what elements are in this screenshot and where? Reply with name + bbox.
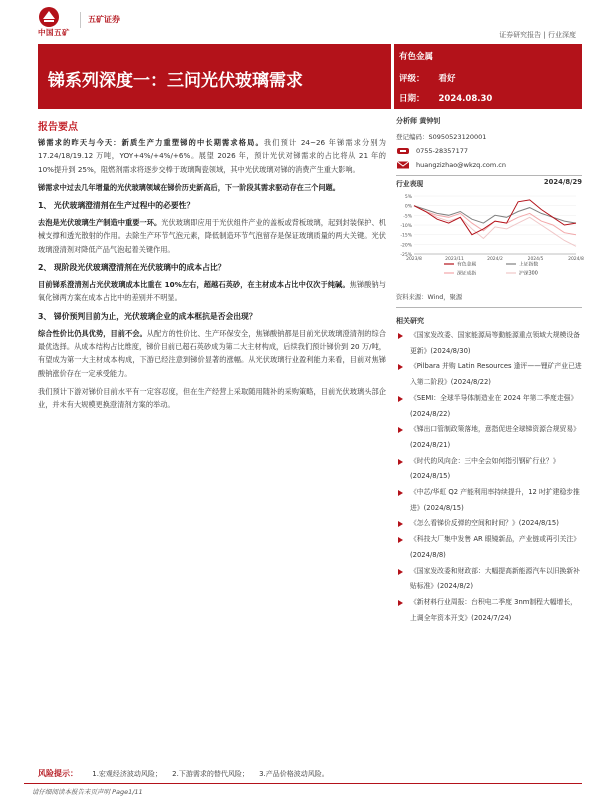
analyst-phone xyxy=(396,147,582,155)
phone-icon xyxy=(396,147,410,155)
x-tick-label: 2023/11 xyxy=(445,257,464,262)
related-item-text: 《科技大厂集中发售 AR 眼镜新品，产业链或再引关注》(2024/8/8) xyxy=(410,535,581,559)
triangle-bullet-icon xyxy=(398,521,403,527)
related-item[interactable] xyxy=(396,391,582,422)
logo-divider xyxy=(80,12,81,28)
related-item[interactable] xyxy=(396,485,582,516)
legend-label: 沪深300 xyxy=(519,271,538,277)
chart-svg xyxy=(396,190,582,288)
legend-label: 上证指数 xyxy=(519,262,539,268)
paragraph-lead: 目前锑系澄清剂占光伏玻璃成本比重在 10%左右，超越石英砂，在主材成本占比中仅次于纯碱。 xyxy=(38,280,350,290)
legend-label: 有色金属 xyxy=(457,262,477,268)
analyst-email xyxy=(396,161,582,169)
document-type: 证券研究报告 | 行业深度 xyxy=(499,31,576,39)
chart-header xyxy=(396,178,582,188)
paragraph-q2 xyxy=(38,278,386,305)
phone-text: 0755-28357177 xyxy=(416,147,468,155)
x-tick-label: 2024/5 xyxy=(527,257,544,262)
report-title: 锑系列深度一：三问光伏玻璃需求 xyxy=(48,71,303,91)
industry-performance-chart xyxy=(396,190,582,288)
date-label: 日期： xyxy=(399,94,425,104)
date-value: 2024.08.30 xyxy=(438,94,493,104)
related-item-text: 《怎么看锑价反弹的空间和时间？》(2024/8/15) xyxy=(410,519,559,528)
triangle-bullet-icon xyxy=(398,396,403,402)
y-tick-label: -25% xyxy=(400,253,412,258)
rating-value: 看好 xyxy=(438,74,456,84)
y-tick-label: -10% xyxy=(400,224,412,229)
x-tick-label: 2023/8 xyxy=(406,257,422,262)
triangle-bullet-icon xyxy=(398,364,403,370)
analyst-registration xyxy=(396,132,582,141)
paragraph-q1 xyxy=(38,216,386,256)
securities-name: 五矿证券 xyxy=(88,15,120,24)
minmetals-logo-icon xyxy=(38,6,60,28)
risk-item: 1.宏观经济波动风险； xyxy=(92,770,162,778)
paragraph-demand xyxy=(38,136,386,176)
related-item[interactable] xyxy=(396,516,582,532)
question-heading-1: 1、 光伏玻璃澄清剂在生产过程中的必要性？ xyxy=(38,201,195,211)
company-logo xyxy=(38,4,158,38)
sidebar-column xyxy=(396,116,582,626)
paragraph-conclusion: 我们预计下游对锑价目前水平有一定容忍度，但在生产经营上采取随用随补的采购策略，目前光伏玻璃头部企业，并未有大规模更换澄清剂方案的举动。 xyxy=(38,386,386,410)
question-heading-2: 2、 现阶段光伏玻璃澄清剂在光伏玻璃中的成本占比？ xyxy=(38,263,226,273)
paragraph-lead: 锑需求中过去几年增量的光伏玻璃领域在锑价历史新高后，下一阶段其需求驱动存在三个问题。 xyxy=(38,182,340,192)
related-item-text: 《锑出口管制政策落地，意指促进全球锑资源合规贸易》(2024/8/21) xyxy=(410,425,580,449)
y-tick-label: -20% xyxy=(400,243,412,249)
y-tick-label: 0% xyxy=(404,204,412,210)
related-item-text: 《SEMI：全球半导体制造业在 2024 年第二季度走强》(2024/8/22) xyxy=(410,393,578,418)
info-box xyxy=(394,44,582,109)
triangle-bullet-icon xyxy=(398,537,403,543)
triangle-bullet-icon xyxy=(398,333,403,339)
x-tick-label: 2024/2 xyxy=(487,257,503,262)
related-item-text: 《时代的风向企：三中全会如何指引钢矿行业？》(2024/8/15) xyxy=(410,456,560,481)
y-tick-label: 5% xyxy=(404,195,412,200)
related-item-text: 《国家发改委、国家能源局等動能源重点领域大规模设备更新》(2024/8/30) xyxy=(410,331,580,355)
related-item[interactable] xyxy=(396,328,582,359)
y-tick-label: -15% xyxy=(400,233,412,239)
industry-name: 有色金属 xyxy=(399,52,434,62)
related-item[interactable] xyxy=(396,454,582,485)
section-divider xyxy=(396,175,582,176)
section-divider xyxy=(396,307,582,308)
risk-item: 2.下游需求的替代风险； xyxy=(172,770,249,778)
paragraph-lead: 锑需求的昨天与今天：新质生产力重塑锑的中长期需求格局。 xyxy=(38,138,264,147)
related-list xyxy=(396,328,582,626)
related-item[interactable] xyxy=(396,422,582,453)
main-column xyxy=(38,136,386,416)
footer-divider xyxy=(24,783,582,784)
paragraph-text: 从配方的性价比、生产环保安全，焦锑酸钠都是目前光伏玻璃澄清剂的综合最优选择。从成本结构占比维度，锑价目前已超石英砂成为第二大主材构成，后续我们预计锑价到 20 万/吨，有望成为第一大主材成本构成，下游已经注意到锑价显著的涨幅。从光伏玻璃行业盈利能力来看，目前对焦锑酸钠涨价存在一定承受能力。 xyxy=(38,328,386,378)
rating-row xyxy=(399,72,456,84)
date-row xyxy=(399,92,492,104)
paragraph-lead: 综合性价比仍具优势，目前不会。 xyxy=(38,328,147,338)
paragraph-q3 xyxy=(38,327,386,380)
chart-title: 行业表现 xyxy=(396,180,424,188)
related-item-text: 《国家发改委和财政部：大幅提高新能源汽车以旧换新补贴标准》(2024/8/2) xyxy=(410,566,580,591)
mail-icon xyxy=(396,161,410,169)
risk-item: 3.产品价格波动风险。 xyxy=(259,770,329,778)
paragraph-text: 我们预计 24~26 年锑需求分别为 17.24/18/19.12 万吨，YOY+4%/+4%/+6%。展望 2026 年，预计光伏对锑需求的占比将从 21 年的 10%提升到 25%，阻燃剂需求将逐步交棒于玻璃陶瓷领域，其中光伏玻璃对锑的消费产生重大影响。 xyxy=(38,138,386,174)
paragraph-lead: 去泡是光伏玻璃生产制造中重要一环。 xyxy=(38,218,162,228)
title-banner xyxy=(38,44,391,109)
chart-date: 2024/8/29 xyxy=(543,178,582,186)
y-tick-label: -5% xyxy=(403,214,412,220)
related-title: 相关研究 xyxy=(396,317,424,325)
related-item-text: 《Pilbara 并购 Latin Resources 逢评——锂矿产业已进入第二阶段》(2024/8/22) xyxy=(410,362,582,387)
rating-label: 评级： xyxy=(399,74,425,84)
paragraph-text: 焦锑酸钠与氧化锑两方案在成本占比中的差别并不明显。 xyxy=(38,280,386,303)
section-title: 报告要点 xyxy=(38,122,78,133)
series-line xyxy=(414,206,576,235)
legend-label: 深证成指 xyxy=(457,271,477,277)
question-heading-3: 3、 锑价预判目前为止，光伏玻璃企业的成本框抗是否会出现？ xyxy=(38,311,257,321)
registration-text: 登记编码：S0950523120001 xyxy=(396,133,487,141)
triangle-bullet-icon xyxy=(398,459,403,465)
risk-warning xyxy=(38,768,582,779)
footer-disclaimer: 请仔细阅读本报告末页声明 Page1/11 xyxy=(32,788,143,796)
paragraph-intro xyxy=(38,181,386,194)
chart-source: 资料来源：Wind，聚源 xyxy=(396,294,463,301)
related-item-text: 《中芯/华虹 Q2 产能利用率持续提升，12 吋扩建稳步推进》(2024/8/15) xyxy=(410,488,580,512)
related-item[interactable] xyxy=(396,532,582,563)
paragraph-text: 光伏玻璃即应用于光伏组件产业的盖板或背板玻璃，起到封装保护、机械支撑和透光散射的作用。去除生产环节气泡元素，降低制造环节气泡留存是保证玻璃质量的两大关键。光伏玻璃澄清剂对降低产品气泡起着关键作用。 xyxy=(38,218,386,254)
risk-label: 风险提示： xyxy=(38,769,78,778)
related-item[interactable] xyxy=(396,359,582,390)
related-item-text: 《新材料行业周报：台积电二季度 3nm制程大幅增长，上调全年资本开支》(2024/7/24) xyxy=(410,597,577,622)
triangle-bullet-icon xyxy=(398,427,403,433)
email-link[interactable]: huangzizhao@wkzq.com.cn xyxy=(416,161,507,169)
related-item[interactable] xyxy=(396,595,582,626)
triangle-bullet-icon xyxy=(398,600,403,606)
triangle-bullet-icon xyxy=(398,569,403,575)
series-line xyxy=(414,206,576,223)
company-name-cn: 中国五矿 xyxy=(38,28,70,37)
triangle-bullet-icon xyxy=(398,490,403,496)
analyst-name: 分析师 黄钟钊 xyxy=(396,117,441,125)
related-item[interactable] xyxy=(396,564,582,595)
series-line xyxy=(414,206,576,247)
x-tick-label: 2024/8 xyxy=(568,257,584,262)
